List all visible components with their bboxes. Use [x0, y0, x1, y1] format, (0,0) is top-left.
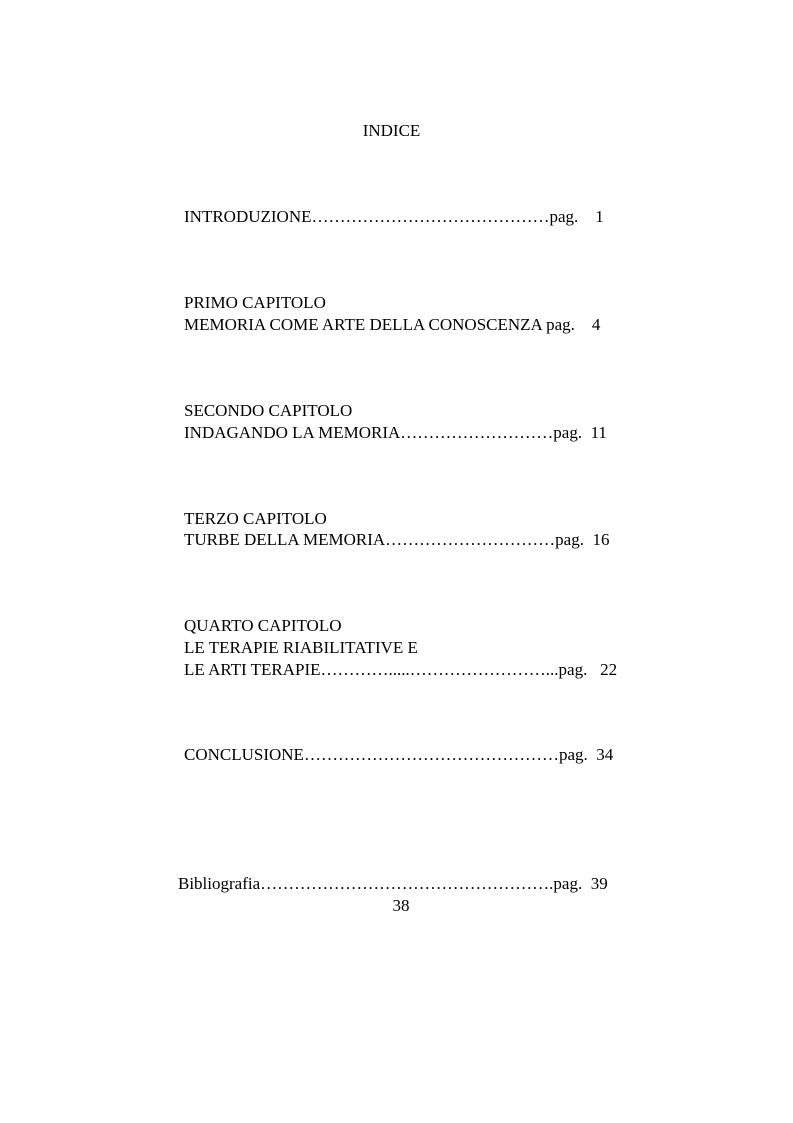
- toc-chapter-heading: QUARTO CAPITOLO: [184, 616, 342, 635]
- page-title: INDICE: [362, 121, 421, 140]
- page-number: 38: [392, 896, 410, 915]
- toc-chapter-heading: SECONDO CAPITOLO: [184, 401, 353, 420]
- toc-entry-introduzione: INTRODUZIONE……………………………………pag. 1: [184, 207, 604, 226]
- toc-entry-bibliografia: Bibliografia…………………………………………….pag. 39: [178, 874, 608, 893]
- toc-entry-indagando: INDAGANDO LA MEMORIA………………………pag. 11: [184, 423, 607, 442]
- toc-entry-terapie-line: LE TERAPIE RIABILITATIVE E: [184, 638, 418, 657]
- toc-chapter-heading: PRIMO CAPITOLO: [184, 293, 326, 312]
- toc-entry-turbe: TURBE DELLA MEMORIA…………………………pag. 16: [184, 530, 610, 549]
- toc-entry-memoria-arte: MEMORIA COME ARTE DELLA CONOSCENZA pag. 4: [184, 315, 601, 334]
- toc-entry-arti-terapie: LE ARTI TERAPIE………….....……………………...pag. 22: [184, 660, 618, 679]
- toc-chapter-heading: TERZO CAPITOLO: [184, 509, 327, 528]
- toc-entry-conclusione: CONCLUSIONE………………………………………pag. 34: [184, 745, 614, 764]
